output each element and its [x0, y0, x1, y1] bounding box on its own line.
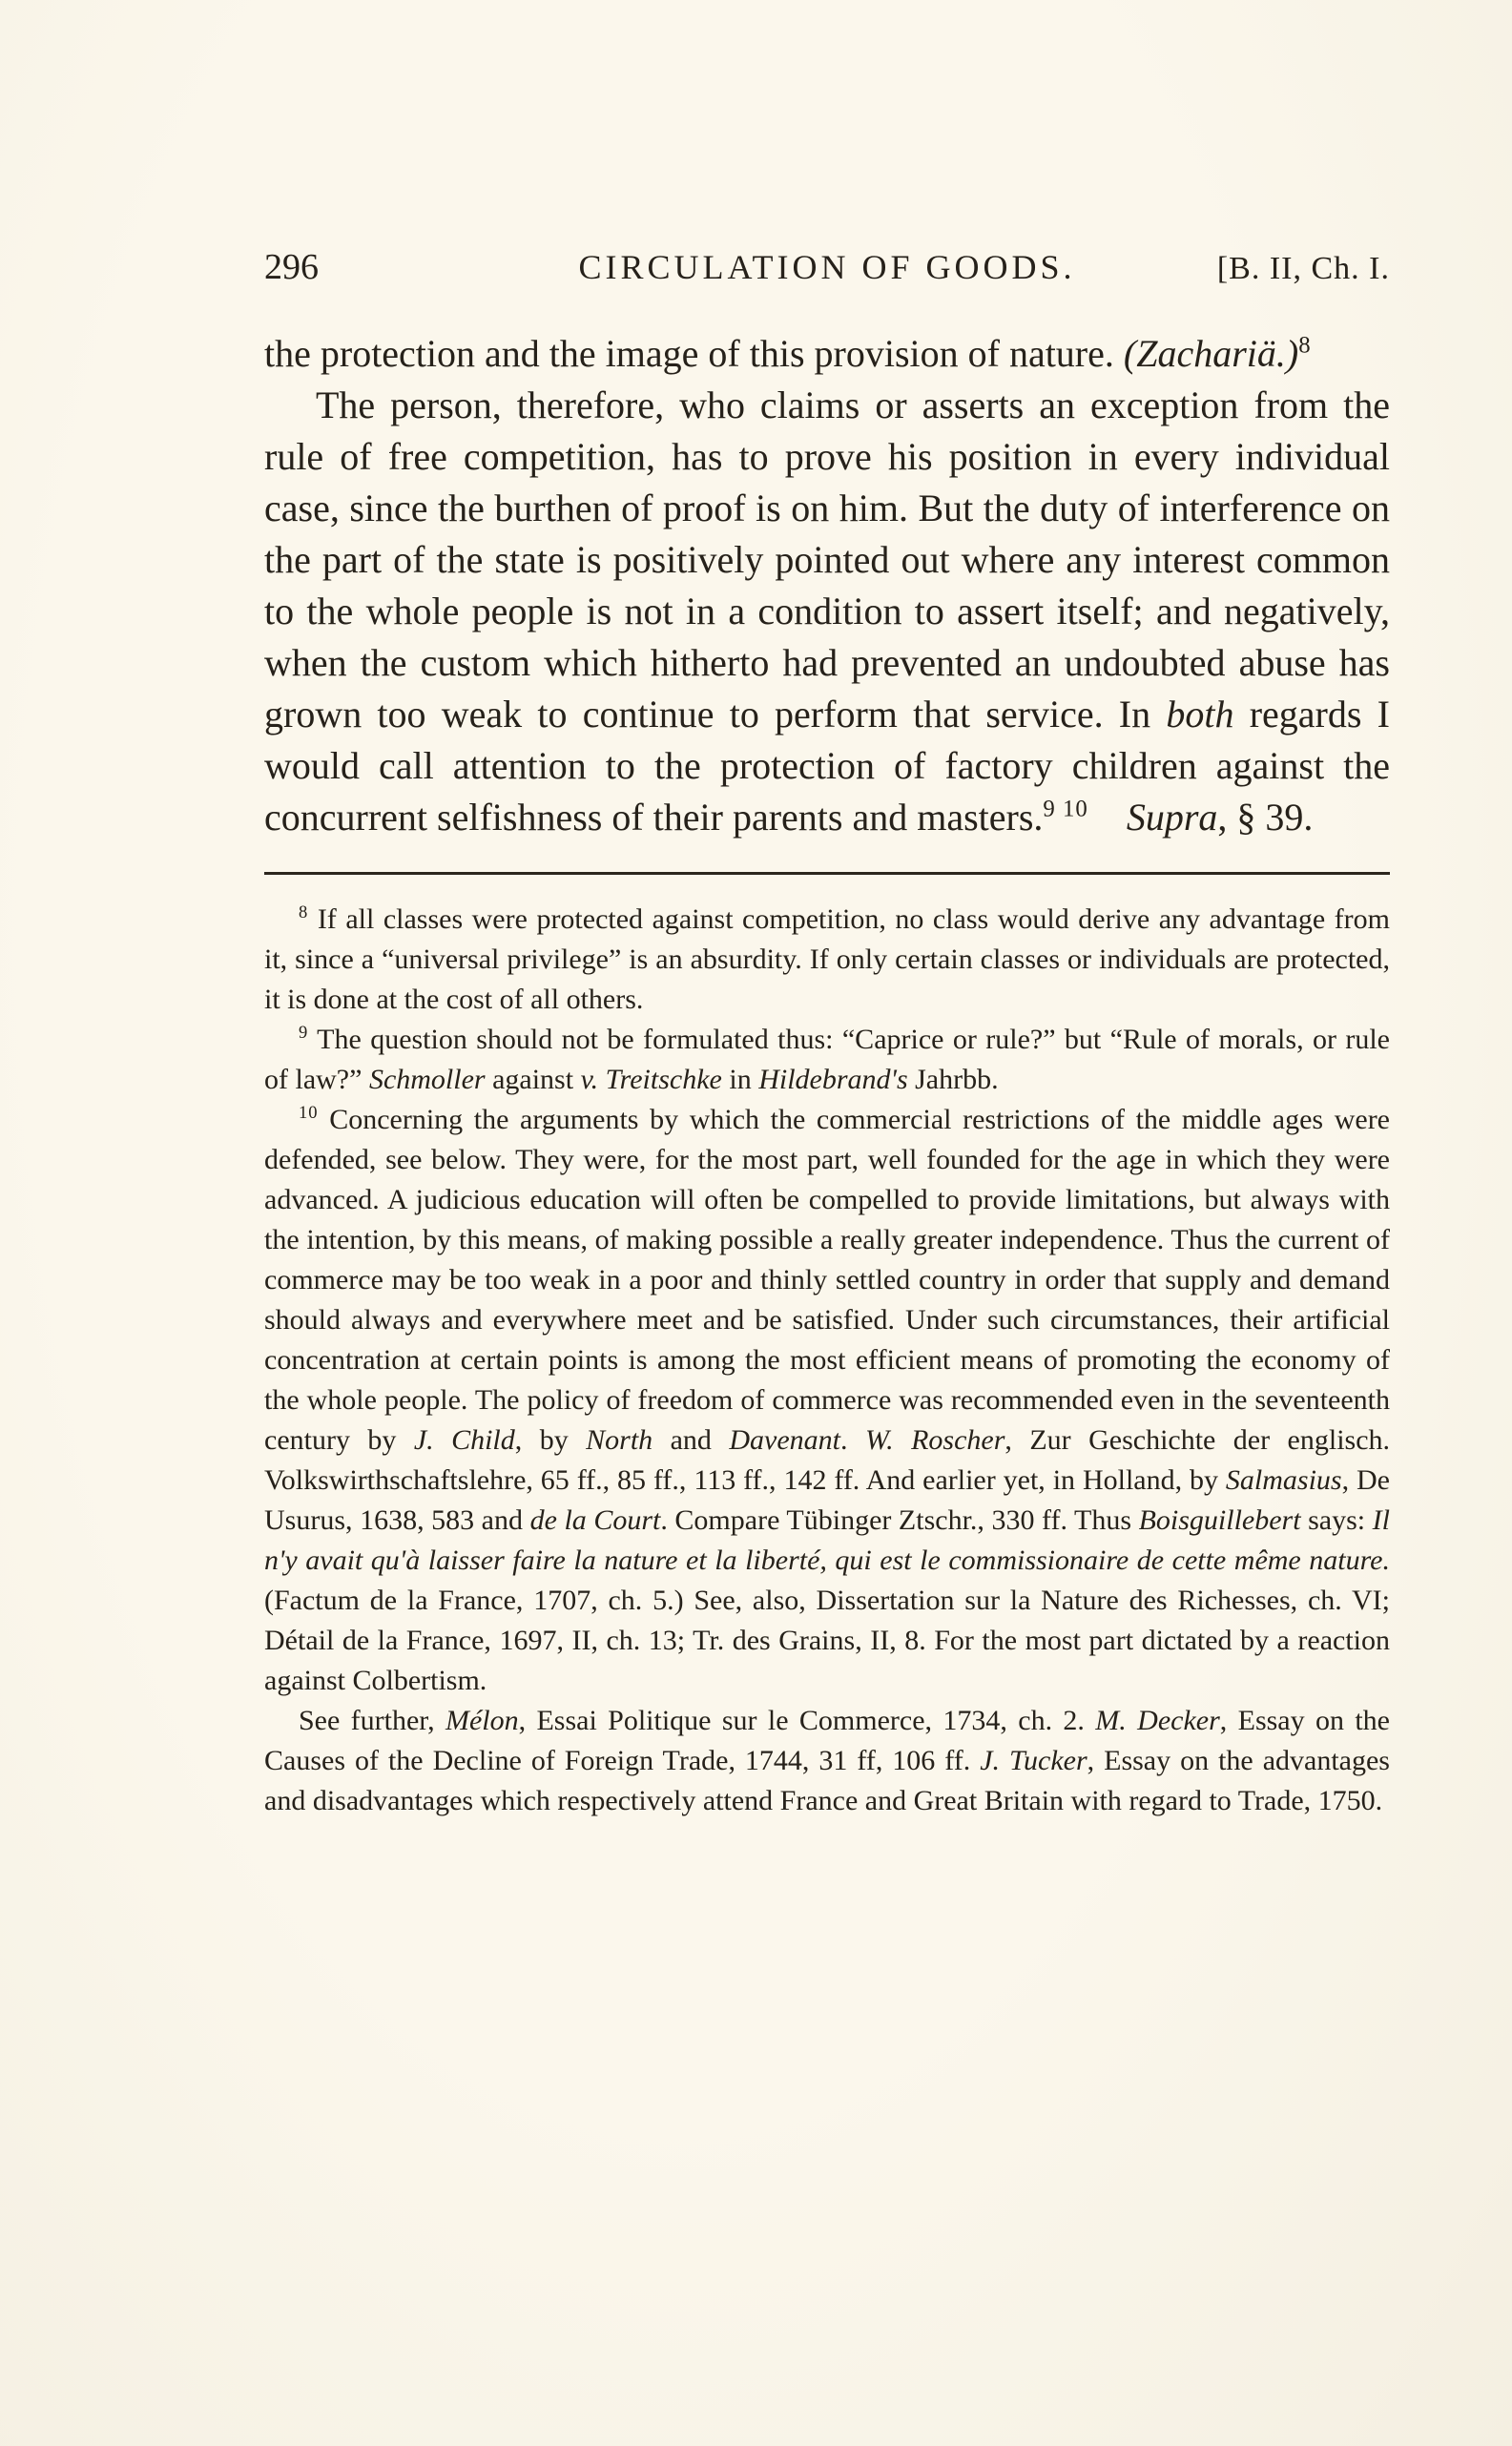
footnote-9: $^9$ The question should not be formulated thus: “Caprice or rule?” but “Rule of morals, or rule of law?” Schmoller against v. Treitschke in Hildebrand's Jahrbb. [264, 1023, 1390, 1095]
footnote-10-continued: See further, Mélon, Essai Politique sur le Commerce, 1734, ch. 2. M. Decker, Essay on the Causes of the Decline of Foreign Trade, 1744, 31 ff, 106 ff. J. Tucker, Essay on the advantages and disadvantages which respectively attend France and Great Britain with regard to Trade, 1750. [264, 1705, 1390, 1816]
running-title: CIRCULATION OF GOODS. [578, 248, 1076, 286]
body-paragraph-continuation: the protection and the image of this provision of nature. (Zachariä.)$^8$ [264, 332, 1312, 375]
chapter-reference: [B. II, Ch. I. [1216, 251, 1390, 286]
footnote-10: $^{10}$ Concerning the arguments by which the commercial restrictions of the middle ages were defended, see below. They were, for the most part, well founded for the age in which they were advanced. A judicious education will often be compelled to provide limitations, but always with the intention, by this means, of making possible a really greater independence. Thus the current of commerce may be too weak in a poor and thinly settled country in order that supply and demand should always and everywhere meet and be satisfied. Under such circumstances, their artificial concentration at certain points is among the most efficient means of promoting the economy of the whole people. The policy of freedom of commerce was recommended even in the seventeenth century by J. Child, by North and Davenant. W. Roscher, Zur Geschichte der englisch. Volkswirthschaftslehre, 65 ff., 85 ff., 113 ff., 142 ff. And earlier yet, in Holland, by Salmasius, De Usurus, 1638, 583 and de la Court. Compare Tübinger Ztschr., 330 ff. Thus Boisguillebert says: Il n'y avait qu'à laisser faire la nature et la liberté, qui est le commissionaire de cette même nature. (Factum de la France, 1707, ch. 5.) See, also, Dissertation sur la Nature des Richesses, ch. VI; Détail de la France, 1697, II, ch. 13; Tr. des Grains, II, 8. For the most part dictated by a reaction against Colbertism. [264, 1103, 1391, 1696]
body-text [264, 328, 1390, 843]
footnotes-section [264, 900, 1390, 1821]
page-number: 296 [264, 247, 319, 287]
running-head [264, 246, 1390, 288]
footnote-8: $^8$ If all classes were protected against competition, no class would derive any advantage from it, since a “universal privilege” is an absurdity. If only certain classes or individuals are protected, it is done at the cost of all others. [264, 902, 1390, 1015]
footnote-divider [264, 872, 1390, 875]
body-paragraph: The person, therefore, who claims or asserts an exception from the rule of free competition, has to prove his position in every individual case, since the burthen of proof is on him. But the duty of interference on the part of the state is positively pointed out where any interest common to the whole people is not in a condition to assert itself; and negatively, when the custom which hitherto had prevented an undoubted abuse has grown too weak to continue to perform that service. In both regards I would call attention to the protection of factory children against the concurrent selfishness of their parents and masters.$^{9 10}$ Supra, § 39. [264, 383, 1390, 839]
